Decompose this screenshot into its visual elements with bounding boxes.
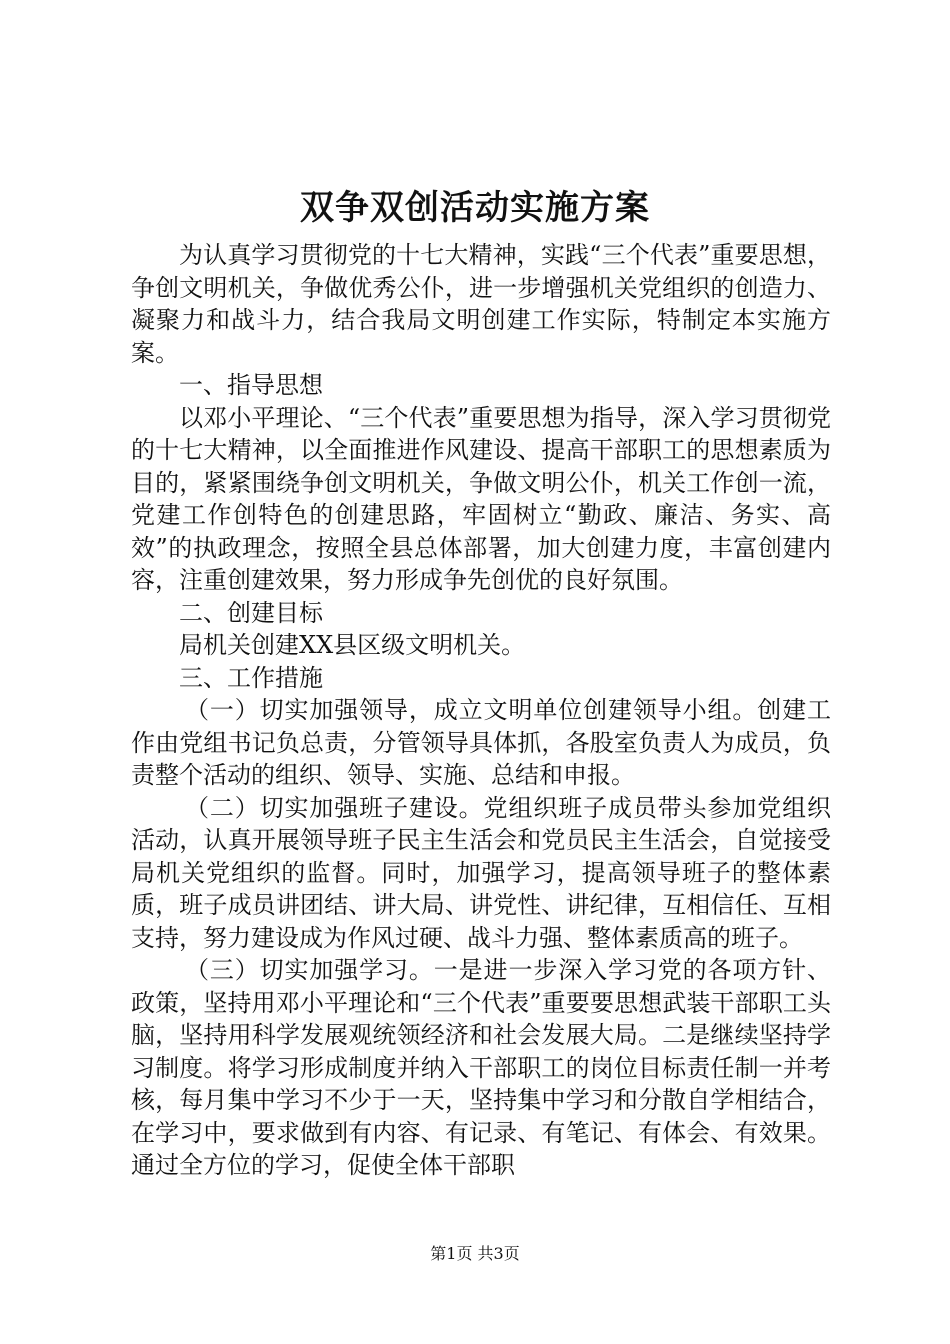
guiding-thought-paragraph: 以邓小平理论、“三个代表”重要思想为指导，深入学习贯彻党的十七大精神，以全面推进作风建设、提高干部职工的思想素质为目的，紧紧围绕争创文明机关，争做文明公仆，机关工作创一流，党建工作创特色的创建思路，牢固树立“勤政、廉洁、务实、高效”的执政理念，按照全县总体部署，加大创建力度，丰富创建内容，注重创建效果，努力形成争先创优的良好氛围。 (131, 403, 831, 594)
section-heading-guiding-thought: 一、指导思想 (179, 371, 323, 399)
measure-paragraph-3: （三）切实加强学习。一是进一步深入学习党的各项方针、政策，坚持用邓小平理论和“三个代表”重要要思想武装干部职工头脑，坚持用科学发展观统领经济和社会发展大局。二是继续坚持学习制度。将学习形成制度并纳入干部职工的岗位目标责任制一并考核，每月集中学习不少于一天，坚持集中学习和分散自学相结合，在学习中，要求做到有内容、有记录、有笔记、有体会、有效果。通过全方位的学习，促使全体干部职 (131, 956, 831, 1179)
section-heading-goal: 二、创建目标 (179, 598, 323, 627)
measure-paragraph-1: （一）切实加强领导，成立文明单位创建领导小组。创建工作由党组书记负总责，分管领导具体抓，各股室负责人为成员，负责整个活动的组织、领导、实施、总结和申报。 (131, 696, 831, 789)
document-body (131, 239, 831, 1182)
goal-paragraph: 局机关创建XX县区级文明机关。 (179, 631, 526, 659)
document-title: 双争双创活动实施方案 (300, 188, 650, 228)
intro-paragraph: 为认真学习贯彻党的十七大精神，实践“三个代表”重要思想，争创文明机关，争做优秀公仆，进一步增强机关党组织的创造力、凝聚力和战斗力，结合我局文明创建工作实际，特制定本实施方案。 (131, 241, 831, 367)
measure-paragraph-2: （二）切实加强班子建设。党组织班子成员带头参加党组织活动，认真开展领导班子民主生活会和党员民主生活会，自觉接受局机关党组织的监督。同时，加强学习，提高领导班子的整体素质，班子成员讲团结、讲大局、讲党性、讲纪律，互相信任、互相支持，努力建设成为作风过硬、战斗力强、整体素质高的班子。 (131, 793, 831, 952)
section-heading-measures: 三、工作措施 (179, 663, 323, 692)
page-footer: 第1页 共3页 (430, 1244, 520, 1263)
